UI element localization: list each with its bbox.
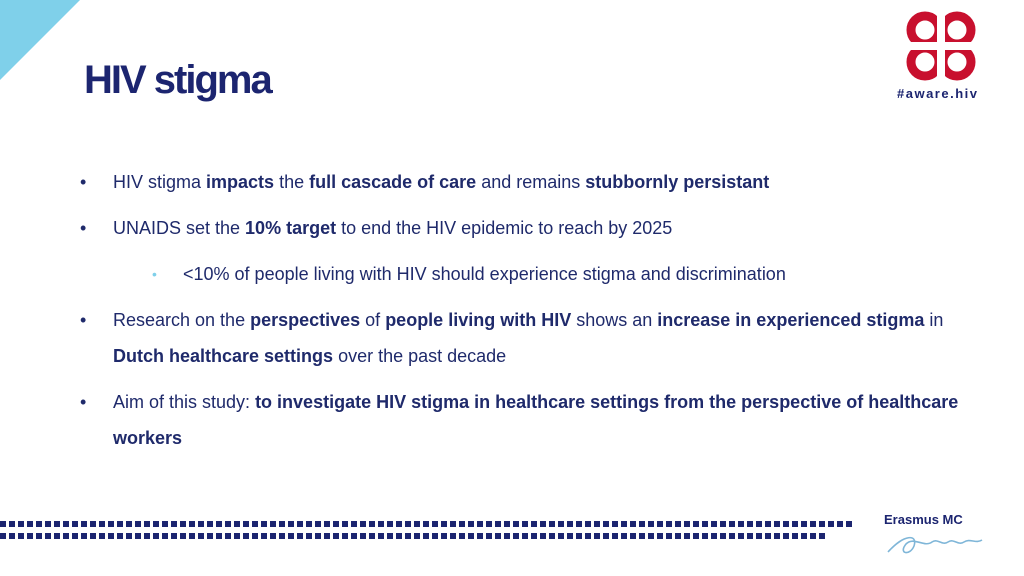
bullet-text-segment: people living with HIV	[385, 310, 572, 330]
bullet-text-segment: 10% target	[245, 218, 337, 238]
bullet-text-segment: increase in experienced stigma	[657, 310, 925, 330]
bullet-marker: •	[80, 310, 87, 330]
bullet-text-segment: over the past decade	[333, 346, 507, 366]
erasmus-mc-logo	[884, 512, 984, 556]
bullet-item	[80, 210, 960, 246]
bullet-item	[80, 164, 960, 200]
bullet-item	[80, 302, 960, 374]
dotted-divider-top	[0, 521, 855, 527]
bullet-text-segment: impacts	[206, 172, 275, 192]
bullet-marker: •	[152, 266, 157, 282]
dotted-divider-bottom	[0, 533, 825, 539]
institution-name: Erasmus MC	[884, 512, 963, 527]
logo-tagline: #aware.hiv	[897, 86, 979, 101]
bullet-text-segment: to end the HIV epidemic to reach by 2025	[336, 218, 673, 238]
bullet-marker: •	[80, 218, 87, 238]
bullet-text-segment: Dutch healthcare settings	[113, 346, 334, 366]
bullet-text-segment: stubbornly persistant	[585, 172, 770, 192]
bullet-marker: •	[80, 392, 87, 412]
bullet-text-segment: UNAIDS set the	[113, 218, 246, 238]
bullet-item	[80, 384, 960, 456]
signature-icon	[884, 528, 984, 558]
bullet-text-segment: perspectives	[250, 310, 361, 330]
bullet-text-segment: and remains	[476, 172, 586, 192]
bullet-list	[80, 164, 960, 466]
bullet-text-segment: in	[924, 310, 944, 330]
bullet-text-segment: the	[274, 172, 310, 192]
bullet-text-segment: shows an	[571, 310, 658, 330]
sub-bullet-item	[80, 256, 960, 292]
bullet-text-segment: HIV stigma	[113, 172, 207, 192]
bullet-text-segment: of	[360, 310, 386, 330]
corner-decoration	[0, 0, 80, 80]
bullet-text-segment: Research on the	[113, 310, 251, 330]
bullet-text-segment: to investigate HIV stigma in healthcare settings from the perspective of healthcare workers	[113, 392, 959, 448]
bullet-marker: •	[80, 172, 87, 192]
bullet-text-segment: <10% of people living with HIV should experience stigma and discrimination	[183, 264, 786, 284]
slide-title: HIV stigma	[84, 58, 271, 102]
bullet-text-segment: Aim of this study:	[113, 392, 256, 412]
bullet-text-segment: full cascade of care	[309, 172, 477, 192]
